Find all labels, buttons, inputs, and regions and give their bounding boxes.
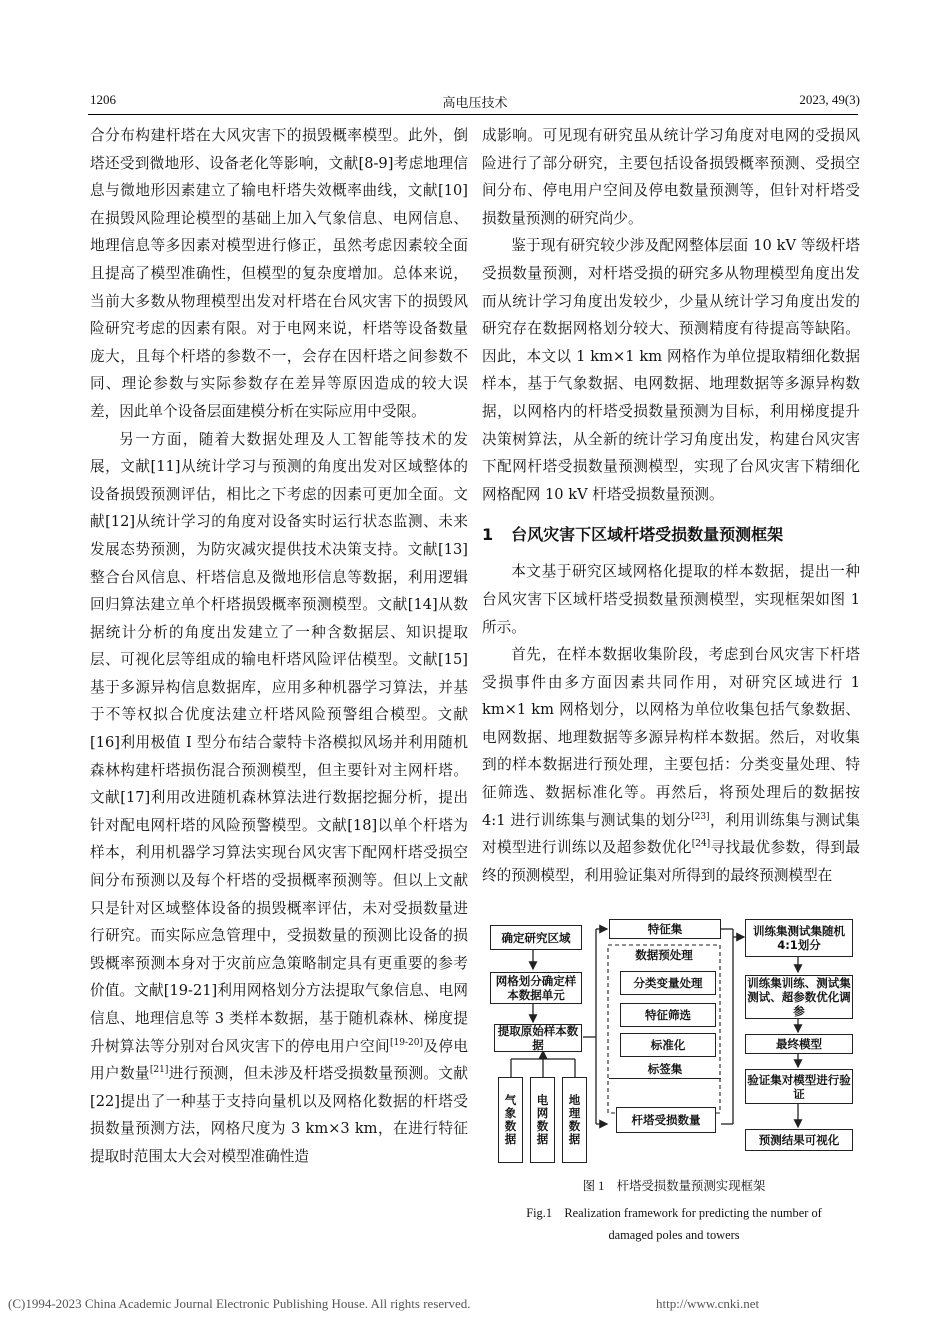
box-categorical-processing: 分类变量处理 xyxy=(620,971,716,995)
box-grid-division: 网格划分确定样本数据单元 xyxy=(490,972,582,1004)
box-preprocessing: 数据预处理 xyxy=(635,948,693,962)
figure-caption-cn: 图 1 杆塔受损数量预测实现框架 xyxy=(582,1179,766,1193)
box-validation: 验证集对模型进行验证 xyxy=(745,1069,853,1104)
box-grid-data: 电网数据 xyxy=(530,1077,555,1163)
paragraph: 合分布构建杆塔在大风灾害下的损毁概率模型。此外，倒塔还受到微地形、设备老化等影响，文献[8-9]考虑地理信息与微地形因素建立了输电杆塔失效概率曲线，文献[10]在损毁风险理论模型的基础上加入气象信息、电网信息、地理信息等多因素对模型进行修正，虽然考虑因素较全面且提高了模型准确性，但模型的复杂度增加。总体来说，当前大多数从物理模型出发对杆塔在台风灾害下的损毁风险研究考虑的因素有限。对于电网来说，杆塔等设备数量庞大，且每个杆塔的参数不一，会存在因杆塔之间参数不同、理论参数与实际参数存在差异等原因造成的较大误差，因此单个设备层面建模分析在实际应用中受限。 xyxy=(90,127,468,420)
footer-copyright: (C)1994-2023 China Academic Journal Electronic Publishing House. All rights reserved. xyxy=(8,1296,471,1311)
box-train-tune: 训练集训练、测试集测试、超参数优化调参 xyxy=(745,975,853,1019)
section-heading: 1 台风灾害下区域杆塔受损数量预测框架 xyxy=(482,525,784,545)
figure-caption-en-line1: Fig.1 Realization framework for predicting the number of xyxy=(526,1206,822,1220)
box-final-model: 最终模型 xyxy=(745,1034,853,1054)
header-rule xyxy=(88,114,858,115)
figure-caption-en-line2: damaged poles and towers xyxy=(608,1228,740,1242)
box-determine-region: 确定研究区域 xyxy=(490,925,582,950)
box-extract-samples: 提取原始样本数据 xyxy=(494,1024,582,1052)
journal-title: 高电压技术 xyxy=(442,95,508,110)
paragraph: 成影响。可见现有研究虽从统计学习角度对电网的受损风险进行了部分研究，主要包括设备损毁概率预测、受损空间分布、停电用户空间及停电数量预测等，但针对杆塔受损数量预测的研究尚少。 xyxy=(482,127,860,227)
box-label-set: 标签集 xyxy=(609,1059,721,1079)
box-weather-data: 气象数据 xyxy=(498,1077,523,1163)
box-feature-selection: 特征筛选 xyxy=(620,1003,716,1027)
right-column xyxy=(482,122,860,889)
paragraph: 本文基于研究区域网格化提取的样本数据，提出一种台风灾害下区域杆塔受损数量预测模型，实现框架如图 1 所示。 xyxy=(482,563,860,636)
paragraph: 鉴于现有研究较少涉及配网整体层面 10 kV 等级杆塔受损数量预测，对杆塔受损的研究多从物理模型角度出发而从统计学习角度出发较少，少量从统计学习角度出发的研究存在数据网格划分较大、预测精度有待提高等缺陷。因此，本文以 1 km×1 km 网格作为单位提取精细化数据样本，基于气象数据、电网数据、地理数据等多源异构数据，以网格内的杆塔受损数量预测为目标，利用梯度提升决策树算法，从全新的统计学习角度出发，构建台风灾害下配网杆塔受损数量预测模型，实现了台风灾害下精细化网格配网 10 kV 杆塔受损数量预测。 xyxy=(482,237,860,503)
paragraph: 首先，在样本数据收集阶段，考虑到台风灾害下杆塔受损事件由多方面因素共同作用，对研究区域进行 1 km×1 km 网格划分，以网格为单位收集包括气象数据、电网数据、地理数据等多源异构样本数据。然后，对收集到的样本数据进行预处理，主要包括：分类变量处理、特征筛选、数据标准化等。再然后，将预处理后的数据按 4:1 进行训练集与测试集的划分[23]，利用训练集与测试集对模型进行训练以及超参数优化[24]寻找最优参数，得到最终的预测模型，利用验证集对所得到的最终预测模型在 xyxy=(482,646,860,884)
framework-figure xyxy=(488,917,860,1167)
box-feature-set: 特征集 xyxy=(609,919,721,939)
box-train-test-split: 训练集测试集随机4:1划分 xyxy=(745,919,853,957)
left-column xyxy=(90,122,468,1171)
box-damage-count: 杆塔受损数量 xyxy=(616,1107,716,1133)
page-number: 1206 xyxy=(90,92,116,107)
paragraph: 另一方面，随着大数据处理及人工智能等技术的发展，文献[11]从统计学习与预测的角度出发对区域整体的设备损毁预测评估，相比之下考虑的因素可更加全面。文献[12]从统计学习的角度对设备实时运行状态监测、未来发展态势预测，为防灾减灾提供技术决策支持。文献[13]整合台风信息、杆塔信息及微地形信息等数据，利用逻辑回归算法建立单个杆塔损毁概率预测模型。文献[14]从数据统计分析的角度出发建立了一种含数据层、知识提取层、可视化层等组成的输电杆塔风险评估模型。文献[15]基于多源异构信息数据库，应用多种机器学习算法，并基于不等权拟合优度法建立杆塔风险预警组合模型。文献[16]利用极值 I 型分布结合蒙特卡洛模拟风场并利用随机森林构建杆塔损伤混合预测模型，但主要针对主网杆塔。文献[17]利用改进随机森林算法进行数据挖掘分析，提出针对配电网杆塔的风险预警模型。文献[18]以单个杆塔为样本，利用机器学习算法实现台风灾害下配网杆塔受损空间分布预测以及每个杆塔的受损概率预测等。但以上文献只是针对区域整体设备的损毁概率评估，未对受损数量进行研究。而实际应急管理中，受损数量的预测比设备的损毁概率预测本身对于灾前应急策略制定具有更重要的参考价值。文献[19-21]利用网格划分方法提取气象信息、电网信息、地理信息等 3 类样本数据，基于随机森林、梯度提升树算法等分别对台风灾害下的停电用户空间[19-20]及停电用户数量[21]进行预测，但未涉及杆塔受损数量预测。文献[22]提出了一种基于支持向量机以及网格化数据的杆塔受损数量预测方法，网格尺度为 3 km×3 km，在进行特征提取时范围太大会对模型准确性造 xyxy=(90,430,468,1165)
footer-url[interactable]: http://www.cnki.net xyxy=(656,1296,760,1311)
issue-info: 2023, 49(3) xyxy=(799,92,860,107)
box-standardization: 标准化 xyxy=(620,1033,716,1057)
box-geo-data: 地理数据 xyxy=(562,1077,587,1163)
box-visualization: 预测结果可视化 xyxy=(745,1129,853,1151)
